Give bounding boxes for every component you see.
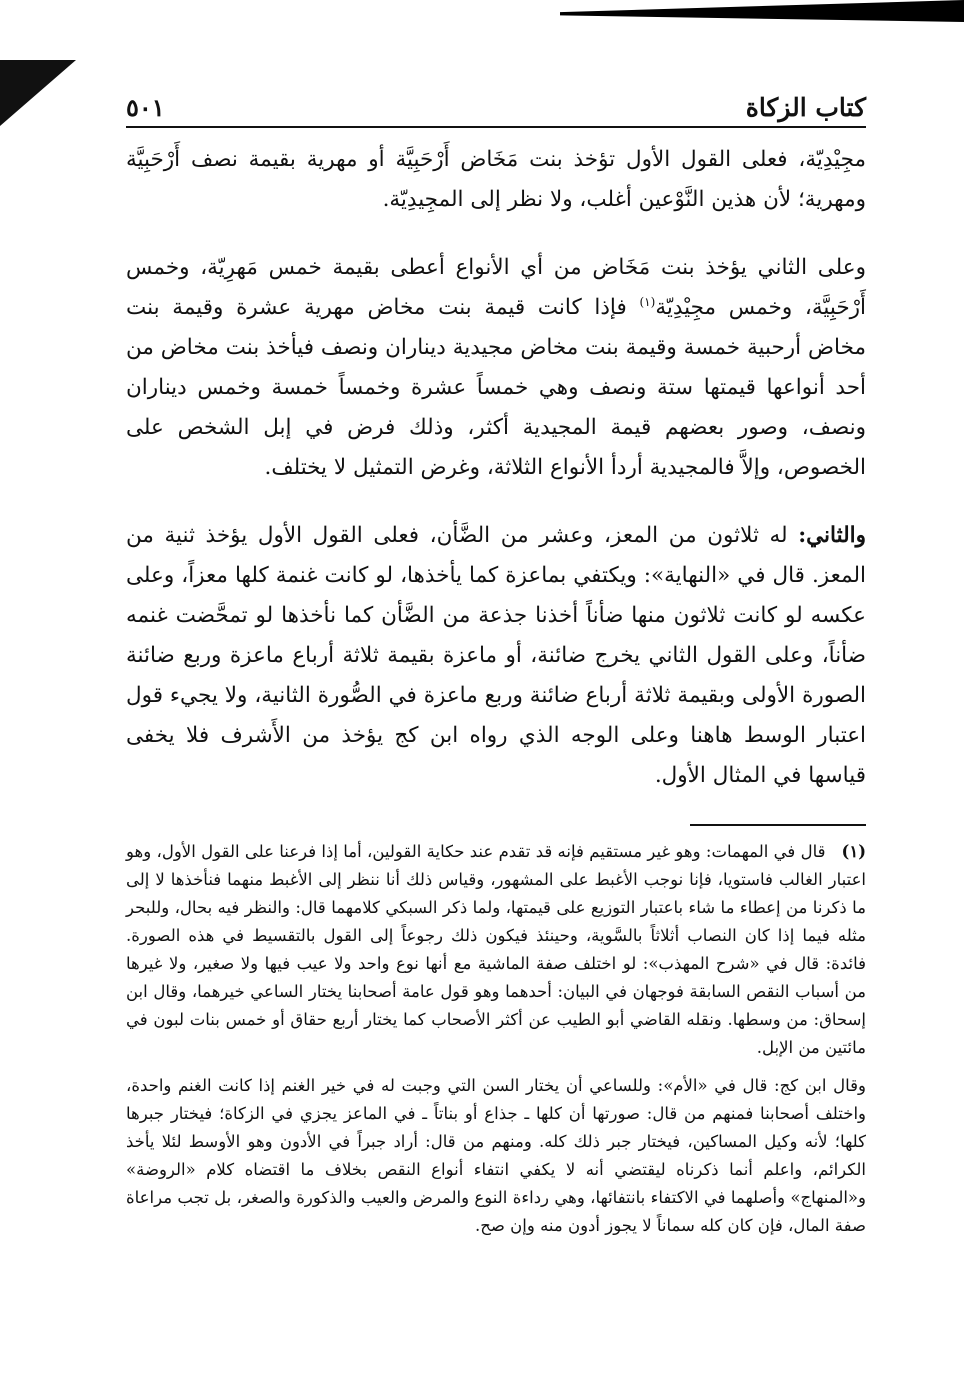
footnote-marker: (١) — [841, 842, 866, 861]
footnote-text: قال في المهمات: وهو غير مستقيم فإنه قد تقدم عند حكاية القولين، أما إذا فرعنا على القول الأول، وهو اعتبار الغالب فاستويا، فإنا نوجب الأغبط على المشهور، وقياس ذلك أنا ننظر إلى الأغبط منهما فنأخذها لا إلى ما ذكرنا من إعطاء ما شاء باعتبار التوزيع على قيمتها، ولما ذكر السبكي كلامهما قال: والنظر فيه بحال، وللبحر مثله فيما إذا كان النصاب أثلاثاً بالسَّوية، وحينئذ فيكون ذلك رجوعاً إلى القول بالتقسيط في هذه الصورة. فائدة: قال في «شرح المهذب»: لو اختلف صفة الماشية مع أنها نوع واحد ولا عيب فيها ولا صغير، ولا غيرها من أسباب النقص السابقة فوجهان في البيان: أحدهما وهو قول عامة أصحابنا يختار الساعي خيرهما، وقال ابن إسحاق: من وسطها. ونقله القاضي أبو الطيب عن أكثر الأصحاب كما يختار أربع حقاق أو خمس بنات لبون في مائتين من الإبل. — [126, 842, 866, 1057]
page-number: ٥٠١ — [126, 93, 165, 122]
paragraph-text: له ثلاثون من المعز، وعشر من الضَّأن، فعلى القول الأول يؤخذ ثنية من المعز. قال في «النهاية»: ويكتفي بماعزة كما يأخذها، لو كانت غنمة كلها معزاً، وعلى عكسه لو كانت ثلاثون منها ضأناً أخذنا جذعة من الضَّأن كما نأخذها لو تمحَّضت غنمه ضأناً، وعلى القول الثاني يخرج ضائنة، أو ماعزة بقيمة ثلاثة أرباع ماعزة وربع ضائنة الصورة الأولى وبقيمة ثلاثة أرباع ضائنة وربع ماعزة في الصُّورة الثانية، ولا يجيء قول اعتبار الوسط هاهنا وعلى الوجه الذي رواه ابن كج يؤخذ من الأَشرف فلا يخفى قياسها في المثال الأول. — [126, 523, 866, 788]
footnote — [126, 838, 866, 1062]
book-page — [126, 80, 866, 1250]
scan-corner-mark — [0, 60, 76, 126]
paragraph-text: فإذا كانت قيمة بنت مخاض مهرية عشرة وقيمة بنت مخاض أرحبية خمسة وقيمة بنت مخاض مجيدية ديناران ونصف فيأخذ بنت مخاض من أحد أنواعها قيمتها ستة ونصف وهي خمساً عشرة وخمساً خمسة وخمس ديناران ونصف، وصور بعضهم قيمة المجيدية أكثر، وذلك فرض في إبل الشخص على الخصوص، وإلاَّ فالمجيدية أردأ الأنواع الثلاثة، وغرض التمثيل لا يختلف. — [126, 295, 866, 480]
footnote-reference: (١) — [639, 294, 656, 309]
scan-edge-bar — [560, 0, 964, 22]
paragraph-lead: والثاني: — [798, 523, 866, 548]
paragraph-text: مجِيْدِيّة، فعلى القول الأول تؤخذ بنت مَخَاض أَرْحَبِيَّة أو مهرية بقيمة نصف أَرْحَبِيَّة ومهرية؛ لأن هذين النَّوْعين أغلب، ولا نظر إلى المجِيدِيّة. — [126, 147, 866, 212]
paragraph — [126, 248, 866, 488]
paragraph-text: وعلى الثاني يؤخذ بنت مَخَاض من أي الأنواع أعطى بقيمة خمس مَهرِيّة، وخمس أَرْحَبِيَّة، وخمس مجِيْدِيّة — [126, 255, 867, 320]
running-title: كتاب الزكاة — [745, 93, 866, 122]
footnotes — [126, 838, 866, 1240]
footnote-text: وقال ابن كج: قال في «الأم»: وللساعي أن يختار السن التي وجبت له في خير الغنم إذا كانت الغنم واحدة، واختلف أصحابنا فمنهم من قال: صورتها أن كلها ـ جذاع أو بناتاً ـ في الماعز يجزي في الزكاة؛ فيختار جبرها كلها؛ لأنه وكيل المساكين، فيختار جبر ذلك كله. ومنهم من قال: أراد جبراً في الأدون وهو الأوسط لئلا يأخذ الكرائم، واعلم أنما ذكرناه ليقتضي أنه لا يكفي انتفاء أنواع النقص بخلاف ما اقتضاه كلام «الروضة» و«المنهاج» وأصلهما في الاكتفاء بانتفائها، وهي رداءة النوع والمرض والعيب والذكورة والصغر، بل تجب مراعاة صفة المال، فإن كان كله سماناً لا يجوز أدون منه وإن صح. — [126, 1076, 866, 1235]
footnote-separator — [690, 824, 866, 826]
main-text — [126, 140, 866, 796]
paragraph — [126, 516, 866, 796]
footnote — [126, 1072, 866, 1240]
paragraph — [126, 140, 866, 220]
page-header — [126, 80, 866, 128]
